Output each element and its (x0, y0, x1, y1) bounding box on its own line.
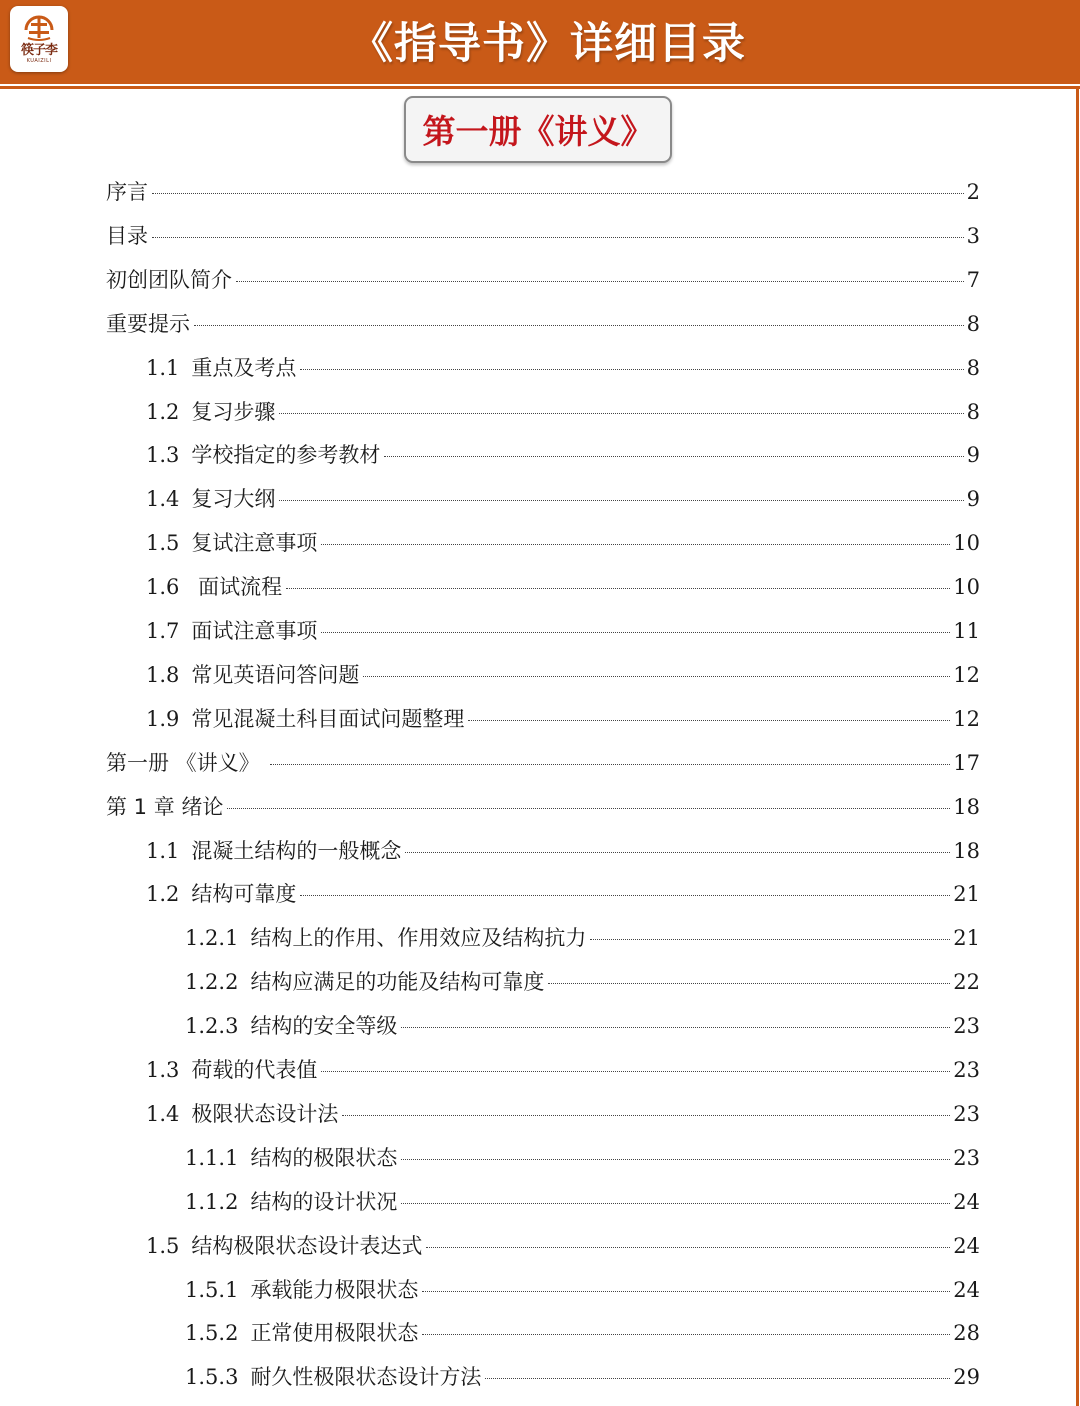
toc-entry[interactable] (0, 1317, 1080, 1349)
toc-entry[interactable] (0, 396, 1080, 428)
toc-entry[interactable] (0, 1054, 1080, 1086)
toc-entry-title: 学校指定的参考教材 (191, 443, 381, 468)
toc-entry[interactable] (0, 966, 1080, 998)
toc-entry-number: 1.5 (146, 531, 180, 556)
toc-entry-number: 1.7 (146, 619, 180, 643)
toc-dot-leader (321, 1071, 950, 1072)
toc-entry-page: 22 (953, 970, 980, 995)
toc-dot-leader (321, 632, 950, 633)
toc-entry-title: 第 1 章 绪论 (106, 794, 224, 819)
toc-entry-title: 结构的设计状况 (250, 1189, 398, 1214)
toc-entry-number: 1.1 (146, 355, 180, 380)
toc-dot-leader (321, 544, 950, 545)
toc-entry-title: 结构应满足的功能及结构可靠度 (250, 970, 545, 995)
toc-entry-page: 9 (966, 443, 980, 468)
toc-entry-title: 结构上的作用、作用效应及结构抗力 (250, 926, 587, 951)
toc-dot-leader (279, 413, 963, 414)
toc-entry[interactable] (0, 1142, 1080, 1174)
toc-entry[interactable] (0, 791, 1080, 823)
toc-entry-page: 12 (953, 706, 980, 731)
toc-dot-leader (485, 1378, 950, 1379)
toc-entry-number: 1.2 (146, 399, 180, 424)
toc-dot-leader (426, 1247, 950, 1248)
toc-dot-leader (300, 369, 963, 370)
toc-entry-page: 28 (953, 1321, 980, 1346)
toc-entry-page: 2 (966, 180, 980, 204)
toc-entry-page: 24 (953, 1277, 980, 1302)
toc-entry-number: 1.3 (146, 1058, 180, 1082)
toc-entry-title: 常见混凝土科目面试问题整理 (191, 706, 465, 731)
toc-entry-page: 8 (966, 355, 980, 380)
toc-entry[interactable] (0, 615, 1080, 647)
toc-dot-leader (152, 237, 964, 238)
toc-entry-number: 1.3 (146, 443, 180, 468)
toc-entry[interactable] (0, 1186, 1080, 1218)
toc-entry-number: 1.9 (146, 706, 180, 731)
toc-entry-number: 1.4 (146, 1101, 180, 1126)
toc-entry-number: 1.2.1 (185, 926, 239, 951)
toc-entry-title: 结构的极限状态 (250, 1145, 398, 1170)
toc-entry[interactable] (0, 878, 1080, 910)
toc-entry-number: 1.2.3 (185, 1014, 239, 1039)
toc-entry-page: 21 (953, 926, 980, 951)
toc-entry-title: 复习步骤 (191, 399, 276, 424)
toc-dot-leader (279, 500, 963, 501)
toc-entry-title: 复试注意事项 (191, 531, 318, 556)
toc-entry-title: 重要提示 (106, 311, 190, 336)
toc-entry[interactable] (0, 1010, 1080, 1042)
toc-entry[interactable] (0, 922, 1080, 954)
toc-entry[interactable] (0, 176, 1080, 208)
toc-entry-number: 1.5.2 (185, 1321, 239, 1346)
toc-dot-leader (363, 676, 950, 677)
toc-dot-leader (401, 1159, 950, 1160)
toc-entry-number: 1.1.1 (185, 1145, 239, 1170)
toc-dot-leader (300, 895, 950, 896)
toc-entry-title: 荷载的代表值 (191, 1058, 318, 1082)
toc-entry[interactable] (0, 308, 1080, 340)
toc-dot-leader (194, 325, 964, 326)
toc-entry[interactable] (0, 659, 1080, 691)
toc-entry-title: 复习大纲 (191, 487, 276, 512)
toc-entry[interactable] (0, 1230, 1080, 1262)
toc-entry-number: 1.5.1 (185, 1277, 239, 1302)
toc-entry-number: 1.5.3 (185, 1365, 239, 1390)
toc-entry-page: 8 (966, 399, 980, 424)
toc-entry-number: 1.6 (146, 575, 180, 600)
toc-entry[interactable] (0, 1098, 1080, 1130)
toc-entry-title: 面试注意事项 (191, 619, 318, 643)
toc-entry-title: 目录 (106, 223, 148, 248)
toc-dot-leader (152, 193, 964, 194)
toc-entry-title: 结构的安全等级 (250, 1014, 398, 1039)
toc-entry-page: 23 (953, 1101, 980, 1126)
toc-dot-leader (468, 720, 950, 721)
toc-dot-leader (422, 1291, 950, 1292)
toc-entry-title: 重点及考点 (191, 355, 297, 380)
toc-entry-title: 承载能力极限状态 (250, 1277, 419, 1302)
toc-entry-number: 1.8 (146, 662, 180, 687)
toc-entry[interactable] (0, 439, 1080, 471)
toc-entry-title: 第一册 《讲义》 (106, 750, 267, 775)
toc-dot-leader (422, 1334, 950, 1335)
toc-entry-page: 3 (966, 223, 980, 248)
toc-entry-page: 7 (966, 267, 980, 292)
toc-entry-title: 常见英语问答问题 (191, 662, 360, 687)
toc-dot-leader (342, 1115, 950, 1116)
toc-entry-page: 24 (953, 1233, 980, 1258)
toc-entry-page: 23 (953, 1145, 980, 1170)
toc-entry[interactable] (0, 352, 1080, 384)
toc-dot-leader (270, 764, 950, 765)
toc-entry-page: 17 (953, 750, 980, 775)
toc-entry-page: 9 (966, 487, 980, 512)
toc-entry-title: 结构可靠度 (191, 882, 297, 907)
toc-entry[interactable] (0, 527, 1080, 559)
toc-dot-leader (405, 852, 950, 853)
toc-entry-page: 10 (953, 575, 980, 600)
toc-dot-leader (286, 588, 950, 589)
logo-text: 筷子李 (20, 43, 57, 58)
toc-entry-page: 23 (953, 1058, 980, 1082)
toc-entry-page: 11 (953, 619, 980, 643)
toc-dot-leader (548, 983, 950, 984)
toc-entry-title: 极限状态设计法 (191, 1101, 339, 1126)
toc-entry-title: 耐久性极限状态设计方法 (250, 1365, 482, 1390)
toc-entry-page: 29 (953, 1365, 980, 1390)
toc-entry-page: 24 (953, 1189, 980, 1214)
toc-entry[interactable] (0, 571, 1080, 603)
toc-entry[interactable] (0, 220, 1080, 252)
toc-entry-number: 1.1 (146, 838, 180, 863)
toc-entry-number: 1.2 (146, 882, 180, 907)
toc-entry-title: 初创团队简介 (106, 267, 232, 292)
toc-dot-leader (227, 808, 950, 809)
toc-entry-page: 18 (953, 794, 980, 819)
toc-entry-title: 正常使用极限状态 (250, 1321, 419, 1346)
toc-entry-page: 23 (953, 1014, 980, 1039)
toc-entry-page: 8 (966, 311, 980, 336)
toc-entry-number: 1.4 (146, 487, 180, 512)
toc-dot-leader (236, 281, 964, 282)
page-title: 《指导书》详细目录 (350, 18, 746, 69)
toc-entry[interactable] (0, 483, 1080, 515)
toc-entry-number: 1.2.2 (185, 970, 239, 995)
toc-entry-page: 12 (953, 662, 980, 687)
toc-entry-title: 序言 (106, 180, 148, 204)
toc-entry[interactable] (0, 747, 1080, 779)
toc-dot-leader (401, 1027, 950, 1028)
toc-dot-leader (590, 939, 950, 940)
volume-heading: 第一册《讲义》 (404, 96, 672, 163)
logo-subtext: KUAIZILI (26, 58, 52, 64)
toc-entry[interactable] (0, 835, 1080, 867)
toc-entry[interactable] (0, 703, 1080, 735)
toc-entry-page: 10 (953, 531, 980, 556)
toc-entry-number: 1.1.2 (185, 1189, 239, 1214)
toc-dot-leader (401, 1203, 950, 1204)
toc-entry-number: 1.5 (146, 1233, 180, 1258)
toc-entry[interactable] (0, 1361, 1080, 1393)
toc-entry[interactable] (0, 1274, 1080, 1306)
toc-entry-title: 面试流程 (191, 575, 283, 600)
toc-dot-leader (384, 456, 963, 457)
toc-entry-page: 21 (953, 882, 980, 907)
toc-entry-title: 混凝土结构的一般概念 (191, 838, 402, 863)
toc-entry-page: 18 (953, 838, 980, 863)
toc-entry-title: 结构极限状态设计表达式 (191, 1233, 423, 1258)
toc-entry[interactable] (0, 264, 1080, 296)
